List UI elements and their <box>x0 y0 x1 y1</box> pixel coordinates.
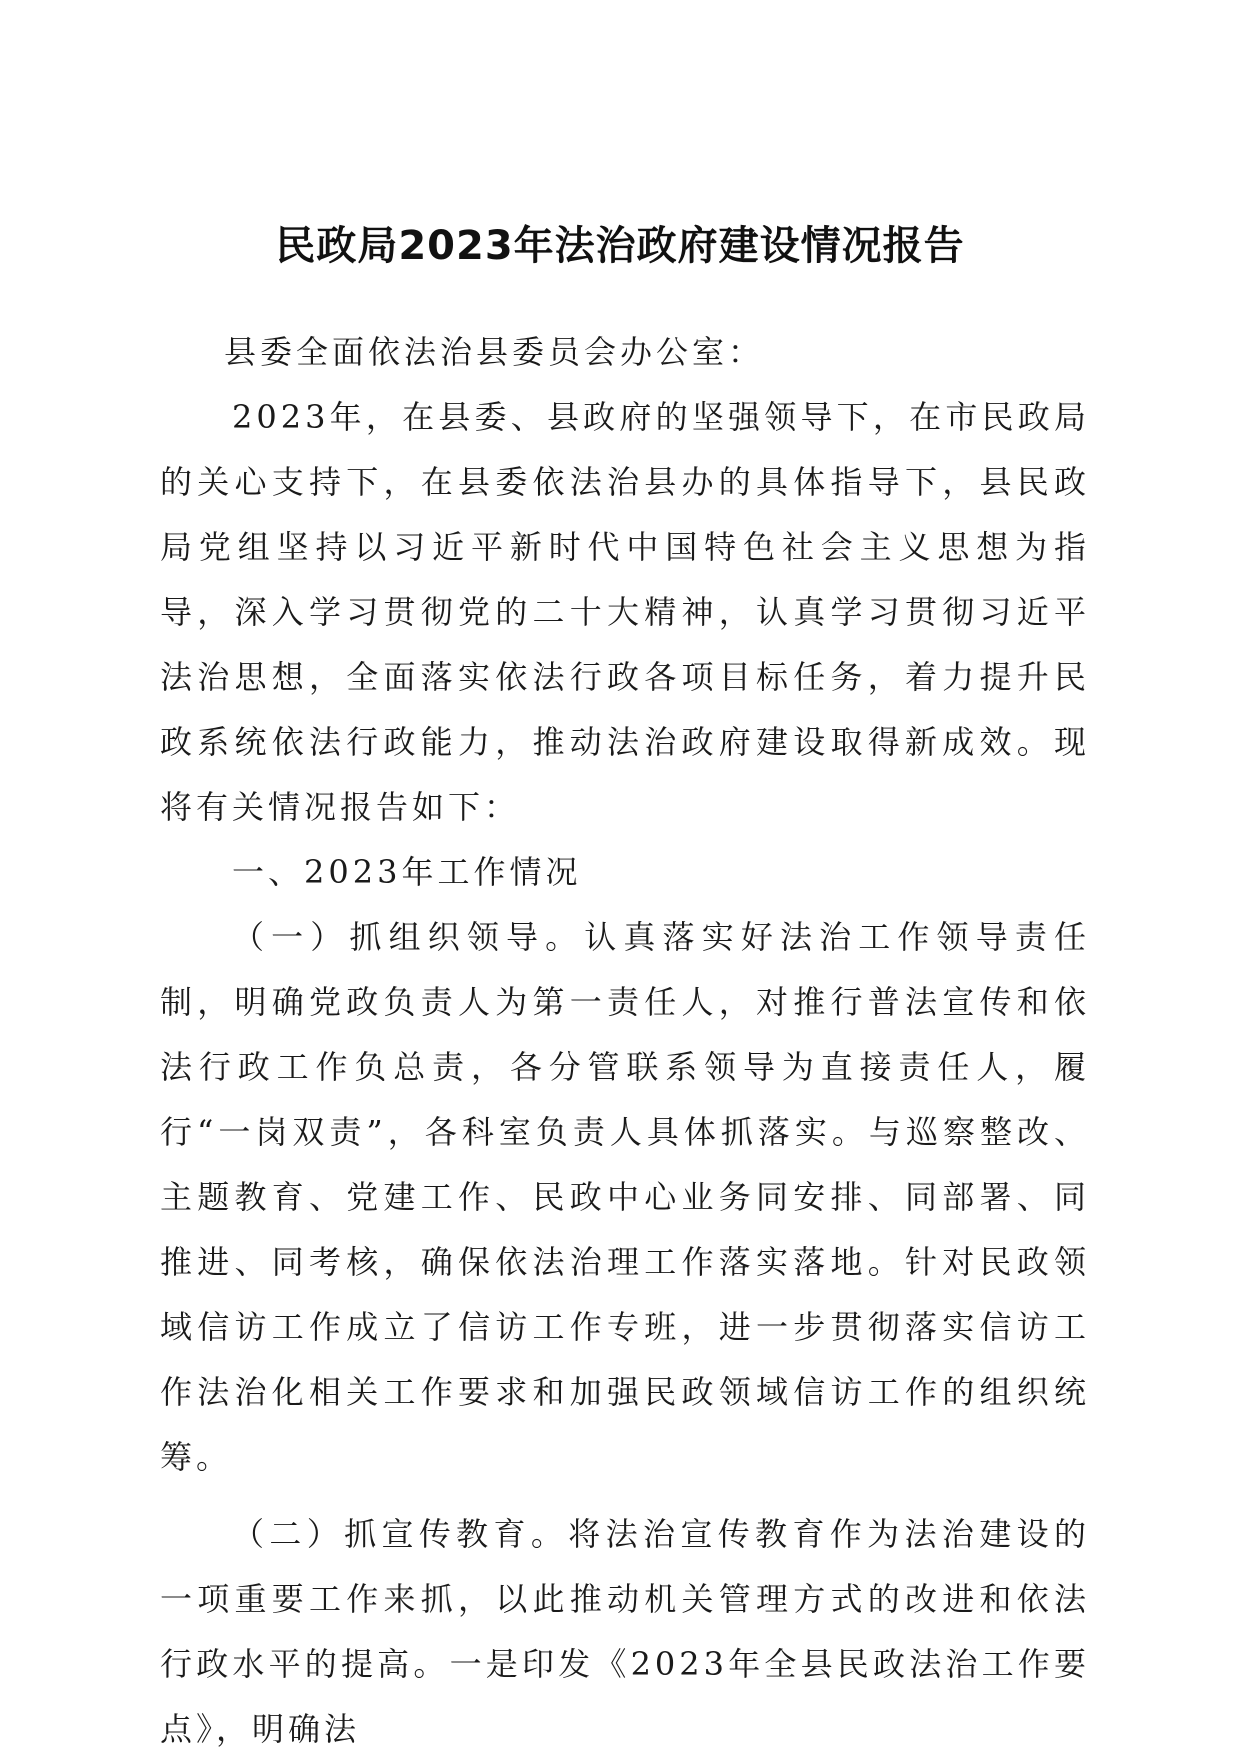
paragraph-publicity-education: （二）抓宣传教育。将法治宣传教育作为法治建设的一项重要工作来抓，以此推动机关管理方式的改进和依法行政水平的提高。一是印发《2023年全县民政法治工作要点》，明确法 <box>160 1515 1090 1748</box>
paragraph-organization-leadership: （一）抓组织领导。认真落实好法治工作领导责任制，明确党政负责人为第一责任人，对推行普法宣传和依法行政工作负总责，各分管联系领导为直接责任人，履行“一岗双责”，各科室负责人具体抓落实。与巡察整改、主题教育、党建工作、民政中心业务同安排、同部署、同推进、同考核，确保依法治理工作落实落地。针对民政领域信访工作成立了信访工作专班，进一步贯彻落实信访工作法治化相关工作要求和加强民政领域信访工作的组织统筹。 <box>160 918 1090 1476</box>
section-heading-1: 一、2023年工作情况 <box>232 853 582 891</box>
document-body <box>160 320 1090 1762</box>
document-title: 民政局2023年法治政府建设情况报告 <box>275 223 965 269</box>
paragraph-gap <box>160 1490 1090 1502</box>
paragraph-intro: 2023年，在县委、县政府的坚强领导下，在市民政局的关心支持下，在县委依法治县办的具体指导下，县民政局党组坚持以习近平新时代中国特色社会主义思想为指导，深入学习贯彻党的二十大精神，认真学习贯彻习近平法治思想，全面落实依法行政各项目标任务，着力提升民政系统依法行政能力，推动法治政府建设取得新成效。现将有关情况报告如下： <box>160 398 1090 826</box>
salutation: 县委全面依法治县委员会办公室： <box>224 333 765 371</box>
